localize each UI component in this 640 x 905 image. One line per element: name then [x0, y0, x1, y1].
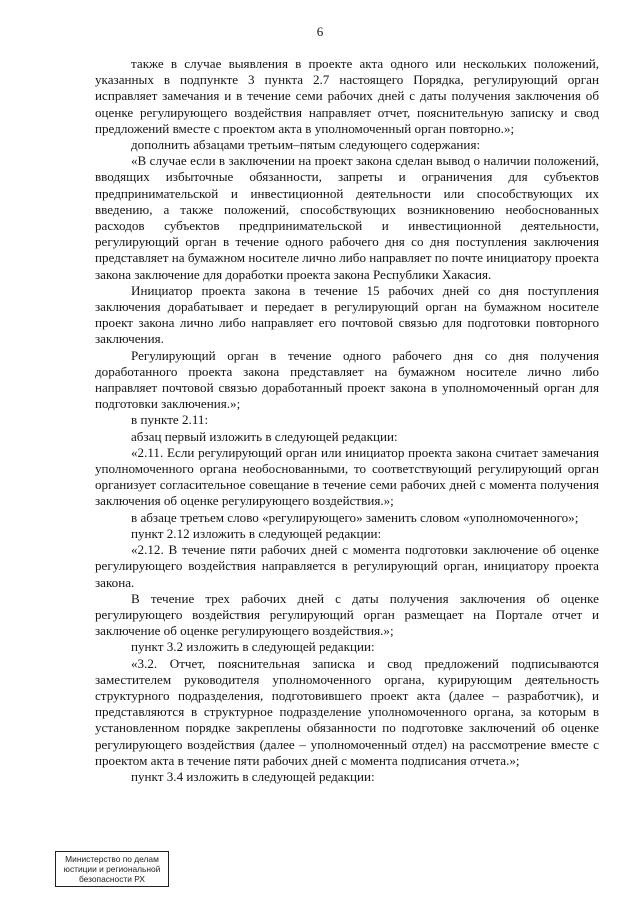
page-number: 6 — [316, 24, 324, 39]
stamp-line: Министерство по делам — [65, 854, 159, 864]
paragraph: абзац первый изложить в следующей редакции: — [131, 428, 398, 444]
paragraph: «В случае если в заключении на проект закона сделан вывод о наличии положений, вводящих избыточные обязанности, запреты и ограничения для субъектов предпринимательской и инвестиционной деятельности или способствующих их введению, а также положений, способствующих возникновению необоснованных расходов субъектов предпринимательской и инвестиционной деятельности, регулирующий орган в течение одного рабочего дня со дня поступления заключения представляет на бумажном носителе лично либо направляет по почте инициатору проекта закона заключение для доработки проекта закона Республики Хакасия. — [95, 153, 599, 282]
paragraph: пункт 3.2 изложить в следующей редакции: — [131, 639, 375, 655]
paragraph: В течение трех рабочих дней с даты получения заключения об оценке регулирующего воздействия регулирующий орган размещает на Портале отчет и заключение об оценке регулирующего воздействия.»; — [95, 590, 599, 639]
document-text — [95, 56, 599, 785]
paragraph: «3.2. Отчет, пояснительная записка и свод предложений подписываются заместителем руководителя уполномоченного органа, курирующим деятельность структурного подразделения, подготовившего проект акта (далее – разработчик), и представляются в структурное подразделение уполномоченного органа, за которым в установленном порядке закреплены обязанности по подготовке заключений об оценке регулирующего воздействия (далее – уполномоченный отдел) на рассмотрение вместе с проектом акта в течение пяти рабочих дней с момента подписания отчета.»; — [95, 655, 599, 768]
paragraph: Регулирующий орган в течение одного рабочего дня со дня получения доработанного проекта закона представляет на бумажном носителе лично либо направляет почтовой связью доработанный проект закона в уполномоченный орган для подготовки заключения.»; — [95, 347, 599, 412]
stamp-line: безопасности РХ — [78, 874, 146, 884]
ministry-stamp — [55, 851, 169, 887]
paragraph: пункт 3.4 изложить в следующей редакции: — [131, 768, 375, 784]
paragraph: «2.12. В течение пяти рабочих дней с момента подготовки заключение об оценке регулирующего воздействия направляется в регулирующий орган, инициатору проекта закона. — [95, 542, 599, 590]
stamp-line: юстиции и региональной — [63, 864, 161, 874]
paragraph: «2.11. Если регулирующий орган или инициатор проекта закона считает замечания уполномоченного органа необоснованными, то соответствующий регулирующий орган организует согласительное совещание в течение семи рабочих дней с момента получения заключения об оценке регулирующего воздействия.»; — [95, 444, 599, 509]
paragraph: пункт 2.12 изложить в следующей редакции: — [131, 525, 382, 541]
paragraph: в абзаце третьем слово «регулирующего» заменить словом «уполномоченного»; — [131, 509, 579, 525]
paragraph: в пункте 2.11: — [131, 412, 209, 428]
paragraph: также в случае выявления в проекте акта одного или нескольких положений, указанных в подпункте 3 пункта 2.7 настоящего Порядка, регулирующий орган исправляет замечания и в течение семи рабочих дней с даты получения заключения об оценке регулирующего воздействия направляет отчет, пояснительную записку и свод предложений вместе с проектом акта в уполномоченный орган повторно.»; — [95, 56, 599, 136]
paragraph: Инициатор проекта закона в течение 15 рабочих дней со дня поступления заключения дорабатывает и передает в регулирующий орган на бумажном носителе проект закона лично либо направляет его почтовой связью для подготовки повторного заключения. — [95, 282, 599, 347]
paragraph: дополнить абзацами третьим–пятым следующего содержания: — [131, 137, 481, 153]
